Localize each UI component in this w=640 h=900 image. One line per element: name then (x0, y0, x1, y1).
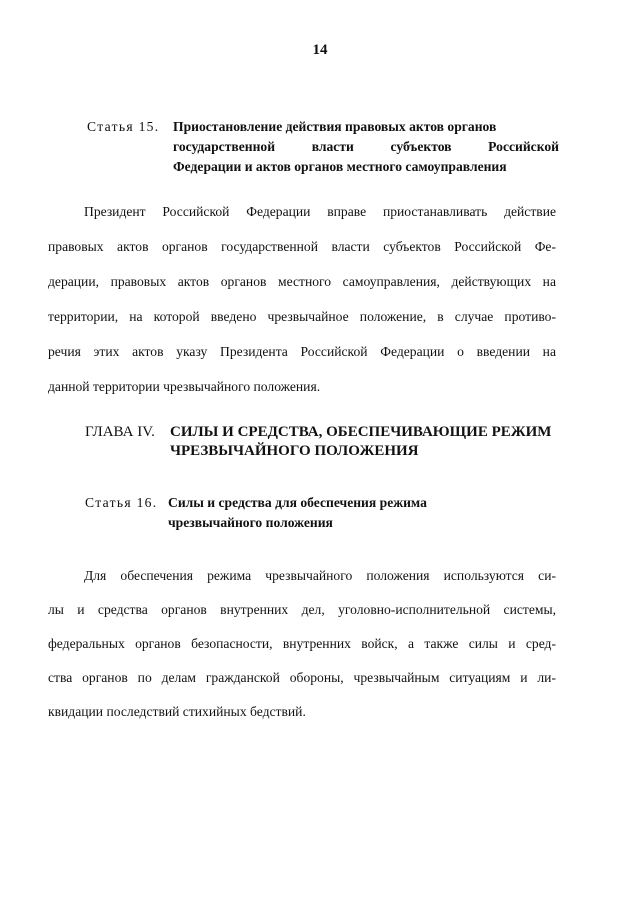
article-16-heading (85, 493, 485, 533)
article-15-body-line: данной территории чрезвычайного положения. (48, 379, 321, 394)
article-16-title-line: Силы и средства для обеспечения режима (168, 495, 427, 510)
page-number: 14 (312, 42, 328, 58)
article-15-body-line: Президент Российской Федерации вправе приостанавливать действие (84, 204, 556, 219)
article-15-body-line: дерации, правовых актов органов местного самоуправления, действующих на (48, 274, 556, 289)
article-15-title (173, 117, 559, 177)
article-16-body-line: лы и средства органов внутренних дел, уголовно-исполнительной системы, (48, 602, 556, 617)
chapter-4-number: ГЛАВА IV. (85, 424, 155, 440)
article-15-title-line: Федерации и актов органов местного самоуправления (173, 159, 507, 174)
article-16-body-line: квидации последствий стихийных бедствий. (48, 704, 306, 719)
chapter-4-heading (85, 423, 559, 461)
article-15-heading (87, 117, 559, 177)
article-15-title-line: Приостановление действия правовых актов органов (173, 119, 497, 134)
article-15-body-line: правовых актов органов государственной власти субъектов Российской Фе- (48, 239, 556, 254)
article-16-body-line: ства органов по делам гражданской обороны, чрезвычайным ситуациям и ли- (48, 670, 556, 685)
article-16-body-line: федеральных органов безопасности, внутренних войск, а также силы и сред- (48, 636, 556, 651)
article-16-title (168, 493, 485, 533)
article-16-number: Статья 16. (85, 495, 158, 510)
chapter-4-title-line: СИЛЫ И СРЕДСТВА, ОБЕСПЕЧИВАЮЩИЕ РЕЖИМ (170, 424, 552, 440)
article-15-body-line: территории, на которой введено чрезвычайное положение, в случае противо- (48, 309, 556, 324)
article-15-title-line: государственной власти субъектов Российской (173, 139, 559, 154)
article-15-number: Статья 15. (87, 119, 160, 134)
article-16-body-line: Для обеспечения режима чрезвычайного положения используются си- (84, 568, 556, 583)
article-15-body-line: речия этих актов указу Президента Российской Федерации о введении на (48, 344, 556, 359)
chapter-4-title-line: ЧРЕЗВЫЧАЙНОГО ПОЛОЖЕНИЯ (170, 443, 419, 459)
article-16-title-line: чрезвычайного положения (168, 515, 333, 530)
chapter-4-title (170, 423, 559, 461)
